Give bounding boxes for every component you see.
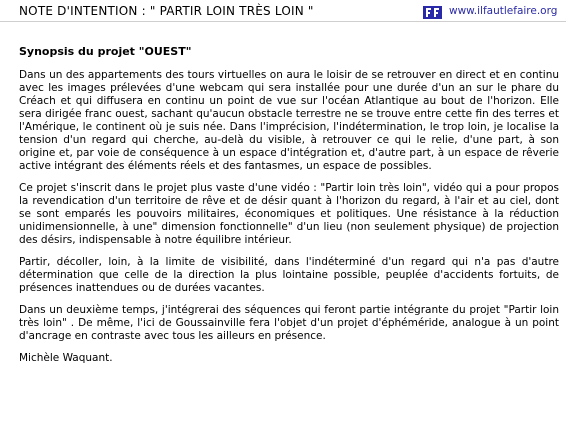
document-body bbox=[19, 45, 559, 374]
page-title: NOTE D'INTENTION : " PARTIR LOIN TRÈS LOIN " bbox=[19, 4, 314, 18]
paragraph-partir: Partir, décoller, loin, à la limite de visibilité, dans l'indéterminé d'un regard qui n'a pas d'autre détermination que celle de la direction la plus lointaine possible, peuplée d'accidents fortuits, de présences inattendues ou de durées vacantes. bbox=[19, 256, 559, 294]
paragraph-second-phase: Dans un deuxième temps, j'intégrerai des séquences qui feront partie intégrante du projet "Partir loin très loin" . De même, l'ici de Goussainville fera l'objet d'un projet d'éphéméride, analogue à un point d'ancrage en contraste avec tous les ailleurs en présence. bbox=[19, 304, 559, 342]
header-bar bbox=[0, 4, 566, 22]
site-link[interactable]: www.ilfautlefaire.org bbox=[449, 5, 558, 17]
ilfautlefaire-logo-icon[interactable] bbox=[423, 6, 442, 19]
author-signature: Michèle Waquant. bbox=[19, 352, 113, 364]
paragraph-intro: Dans un des appartements des tours virtuelles on aura le loisir de se retrouver en direct et en continu avec les images prélevées d'une webcam qui sera installée pour une durée d'un an sur le phare du Créach et qui diffusera en continu un point de vue sur l'océan Atlantique au bout de l'horizon. Elle sera dirigée franc ouest, sachant qu'aucun obstacle terrestre ne se trouve entre cette fin des terres et l'Amérique, le continent où je suis née. Dans l'imprécision, l'indétermination, le trop loin, je localise la tension d'un regard qui cherche, au-delà du visible, à retrouver ce qui le relie, d'une part, à son origine et, par voie de conséquence à un espace d'intégration et, d'autre part, à un espace de rêverie active intégrant des éléments réels et des fantasmes, un espace de possibles. bbox=[19, 69, 559, 172]
paragraph-video-project: Ce projet s'inscrit dans le projet plus vaste d'une vidéo : "Partir loin très loin", vidéo qui a pour propos la revendication d'un territoire de rêve et de désir quant à l'horizon du regard, à l'air et au ciel, dont se sont emparés les pouvoirs militaires, économiques et politiques. Une résistance à la réduction unidimensionnelle, à une" dimension fonctionnelle" d'un lieu (non seulement physique) de projection des désirs, indispensable à notre équilibre intérieur. bbox=[19, 182, 559, 246]
synopsis-heading: Synopsis du projet "OUEST" bbox=[19, 45, 192, 58]
